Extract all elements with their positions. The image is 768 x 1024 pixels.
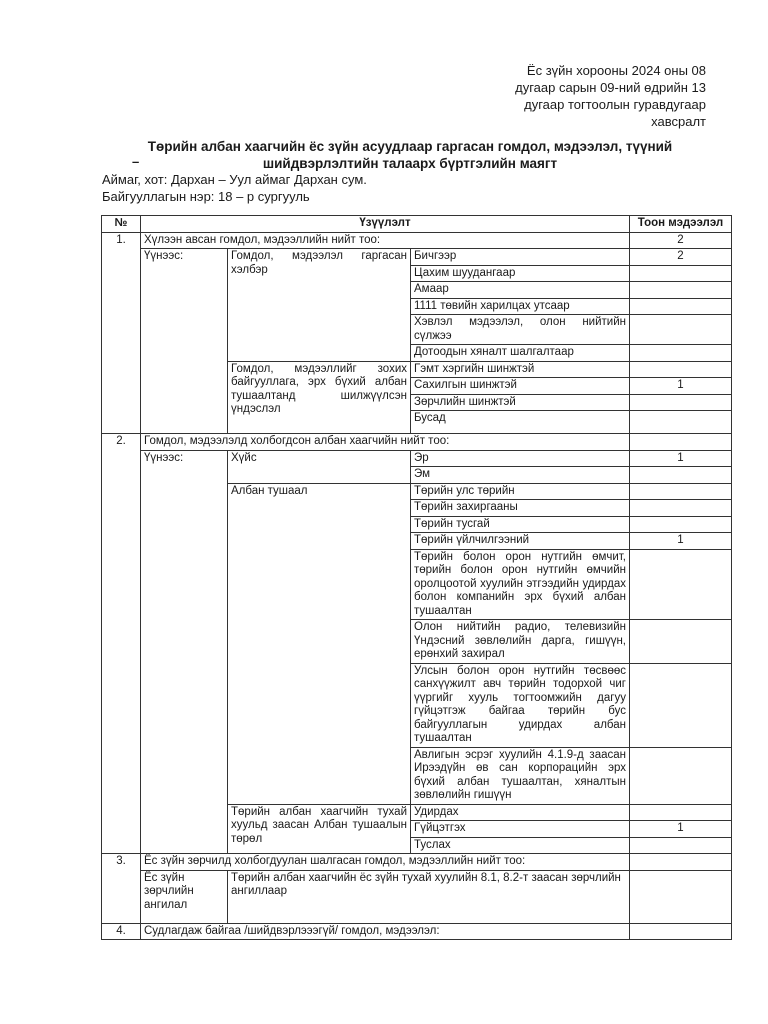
cell-value [630,747,732,804]
cell-value [630,549,732,620]
item-label: Төрийн улс төрийн [411,483,630,500]
item-label: Хэвлэл мэдээлэл, олон нийтийн сүлжээ [411,315,630,345]
cell-value [630,361,732,378]
section-title: Ёс зүйн зөрчилд холбогдуулан шалгасан гомдол, мэдээллийн нийт тоо: [141,854,630,871]
item-label: Авлигын эсрэг хуулийн 4.1.9-д заасан Ирээдүйн өв сан корпорацийн эрх бүхий албан тушаалтан, хяналтын зөвлөлийн гишүүн [411,747,630,804]
cell-value [630,298,732,315]
row-number: 4. [102,923,141,940]
item-label: Сахилгын шинжтэй [411,378,630,395]
cell-value [630,923,732,940]
item-label: Улсын болон орон нутгийн төсвөөс санхүүжилт авч төрийн тодорхой чиг үүргийг хууль тогтоомжийн дагуу гүйцэтгэж байгаа төрийн бус байгууллагын удирдах албан тушаалтан [411,663,630,747]
organization-line: Байгууллагын нэр: 18 – р сургууль [102,189,310,204]
table-row [102,923,732,940]
aimag-line: Аймаг, хот: Дархан – Уул аймаг Дархан сум. [102,172,367,187]
item-label: Амаар [411,282,630,299]
table-row [102,870,732,923]
row-number: 3. [102,854,141,924]
resolution-note [515,62,706,130]
item-label: 1111 төвийн харилцах утсаар [411,298,630,315]
title-line: шийдвэрлэлтийн талаарх бүртгэлийн маягт [262,156,558,171]
classification-text: Төрийн албан хаагчийн ёс зүйн тухай хуулийн 8.1, 8.2-т заасан зөрчлийн ангиллаар [228,870,630,923]
cell-value: 1 [630,821,732,838]
resolution-line: дугаар сарын 09-ний өдрийн 13 [515,80,706,95]
cell-value [630,620,732,664]
row-number: 2. [102,434,141,854]
cell-value [630,516,732,533]
cell-value [630,434,732,451]
cell-value: 1 [630,533,732,550]
item-label: Эм [411,467,630,484]
of-which-label: Үүнээс: [141,249,228,434]
item-label: Гэмт хэргийн шинжтэй [411,361,630,378]
header-value: Тоон мэдээлэл [630,216,732,233]
cell-value: 2 [630,232,732,249]
item-label: Төрийн захиргааны [411,500,630,517]
group-label: Гомдол, мэдээлэл гаргасан хэлбэр [228,249,411,362]
report-table [101,215,732,940]
section-title: Судлагдаж байгаа /шийдвэрлэээгүй/ гомдол, мэдээлэл: [141,923,630,940]
resolution-line: Ёс зүйн хорооны 2024 оны 08 [526,63,706,78]
row-number: 1. [102,232,141,434]
item-label: Төрийн үйлчилгээний [411,533,630,550]
group-label: Хүйс [228,450,411,483]
table-header-row [102,216,732,233]
item-label: Олон нийтийн радио, телевизийн Үндэсний зөвлөлийн дарга, гишүүн, ерөнхий захирал [411,620,630,664]
cell-value [630,265,732,282]
cell-value [630,282,732,299]
cell-value [630,804,732,821]
table-row [102,450,732,467]
cell-value [630,345,732,362]
cell-value [630,663,732,747]
cell-value [630,870,732,923]
item-label: Удирдах [411,804,630,821]
item-label: Цахим шуудангаар [411,265,630,282]
cell-value [630,467,732,484]
group-label: Төрийн албан хаагчийн тухай хуульд заасан Албан тушаалын төрөл [228,804,411,854]
cell-value [630,315,732,345]
cell-value: 1 [630,378,732,395]
table-row [102,249,732,266]
resolution-line: дугаар тогтоолын гуравдугаар [524,97,706,112]
item-label: Дотоодын хяналт шалгалтаар [411,345,630,362]
classification-label: Ёс зүйн зөрчлийн ангилал [141,870,228,923]
title-dash: – [132,154,140,169]
of-which-label: Үүнээс: [141,450,228,854]
item-label: Бичгээр [411,249,630,266]
title-line: Төрийн албан хаагчийн ёс зүйн асуудлаар гаргасан гомдол, мэдээлэл, түүний [147,139,673,154]
group-label: Гомдол, мэдээллийг зохих байгууллага, эрх бүхий албан тушаалтанд шилжүүлсэн үндэслэл [228,361,411,434]
header-number: № [102,216,141,233]
table-row [102,854,732,871]
cell-value [630,837,732,854]
cell-value: 1 [630,450,732,467]
item-label: Зөрчлийн шинжтэй [411,394,630,411]
item-label: Төрийн болон орон нутгийн өмчит, төрийн болон орон нутгийн өмчийн оролцоотой хуулийн этгээдийн удирдах болон компанийн эрх бүхий албан тушаалтан [411,549,630,620]
cell-value: 2 [630,249,732,266]
cell-value [630,394,732,411]
cell-value [630,854,732,871]
section-title: Хүлээн авсан гомдол, мэдээллийн нийт тоо: [141,232,630,249]
cell-value [630,483,732,500]
item-label: Гүйцэтгэх [411,821,630,838]
section-title: Гомдол, мэдээлэлд холбогдсон албан хаагчийн нийт тоо: [141,434,630,451]
group-label: Албан тушаал [228,483,411,804]
item-label: Төрийн тусгай [411,516,630,533]
item-label: Бусад [411,411,630,434]
cell-value [630,500,732,517]
item-label: Эр [411,450,630,467]
item-label: Туслах [411,837,630,854]
document-title [90,138,730,172]
cell-value [630,411,732,434]
resolution-line: хавсралт [651,114,706,129]
table-row [102,434,732,451]
header-indicator: Үзүүлэлт [141,216,630,233]
table-row [102,232,732,249]
